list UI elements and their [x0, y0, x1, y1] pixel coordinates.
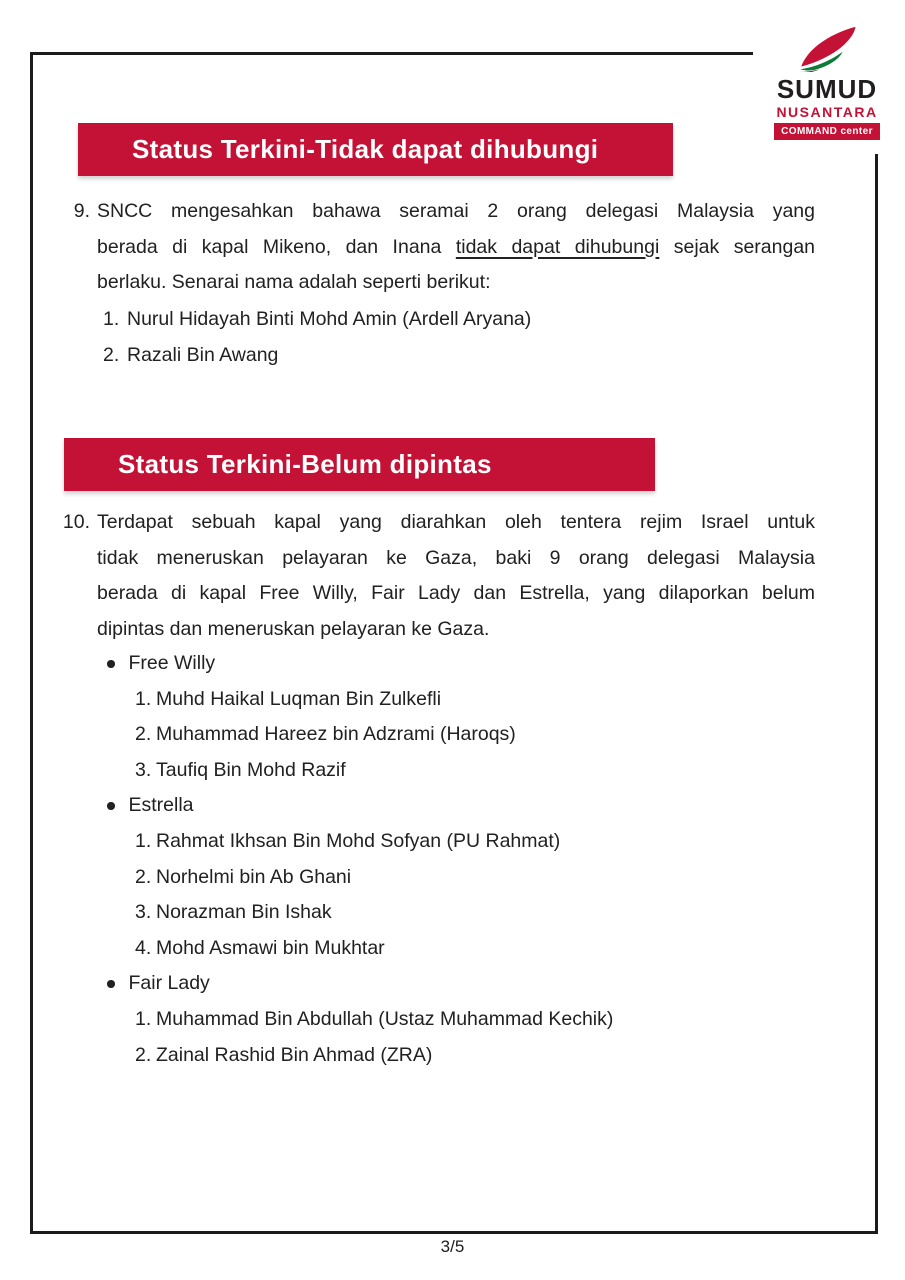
page-number: 3/5	[440, 1237, 465, 1256]
member-item	[135, 717, 613, 753]
section1-heading-banner: Status Terkini-Tidak dapat dihubungi	[78, 123, 673, 176]
logo-title: SUMUD	[776, 74, 878, 104]
ship-group	[107, 646, 613, 788]
member-item	[135, 682, 613, 718]
member-item	[135, 753, 613, 789]
logo-subtitle: NUSANTARA	[776, 103, 878, 120]
paragraph-9-line-1: SNCC mengesahkan bahawa seramai 2 orang delegasi Malaysia yang	[97, 200, 815, 222]
paragraph-10-line-3: berada di kapal Free Willy, Fair Lady dan Estrella, yang dilaporkan belum	[97, 582, 815, 604]
member-number: 1.	[135, 687, 152, 710]
paragraph-9	[60, 194, 816, 301]
delegate-name: Nurul Hidayah Binti Mohd Amin (Ardell Aryana)	[127, 308, 532, 330]
paragraph-10-number: 10.	[62, 511, 90, 533]
member-item	[135, 1038, 613, 1074]
member-name: Zainal Rashid Bin Ahmad (ZRA)	[156, 1043, 433, 1066]
member-number: 2.	[135, 865, 152, 888]
member-number: 1.	[135, 1007, 152, 1030]
ship-group	[107, 788, 613, 966]
member-item	[135, 824, 613, 860]
ship-header	[107, 966, 613, 1002]
member-name: Muhammad Hareez bin Adzrami (Haroqs)	[156, 723, 516, 746]
ship-name: Free Willy	[128, 652, 216, 674]
member-name: Taufiq Bin Mohd Razif	[156, 758, 346, 781]
delegate-list-item	[103, 338, 531, 374]
page-footer	[0, 1237, 905, 1257]
member-number: 1.	[135, 829, 152, 852]
bullet-icon	[107, 660, 115, 668]
delegate-name: Razali Bin Awang	[127, 343, 279, 366]
leaf-sail-icon	[794, 26, 860, 72]
paragraph-10-line-2: tidak meneruskan pelayaran ke Gaza, baki 9 orang delegasi Malaysia	[97, 546, 815, 569]
paragraph-9-text	[97, 194, 815, 301]
paragraph-9-line-3: berlaku. Senarai nama adalah seperti berikut:	[97, 271, 491, 293]
paragraph-9-line-2	[97, 230, 815, 266]
ship-members	[107, 682, 613, 789]
ship-header	[107, 788, 613, 824]
paragraph-10	[60, 505, 816, 647]
paragraph-10-line-1: Terdapat sebuah kapal yang diarahkan oleh tentera rejim Israel untuk	[97, 511, 815, 533]
unreachable-delegates-list	[103, 302, 531, 374]
member-name: Muhammad Bin Abdullah (Ustaz Muhammad Kechik)	[156, 1007, 614, 1030]
list-item-number: 2.	[103, 343, 120, 366]
member-item	[135, 895, 613, 931]
member-name: Norazman Bin Ishak	[156, 901, 332, 924]
ship-members	[107, 824, 613, 966]
delegate-list-item	[103, 302, 531, 338]
ship-members	[107, 1002, 613, 1073]
ship-name: Estrella	[128, 794, 194, 817]
sumud-nusantara-logo	[753, 0, 905, 154]
member-name: Norhelmi bin Ab Ghani	[156, 865, 352, 888]
underlined-phrase: tidak dapat dihubungi	[455, 235, 660, 258]
member-name: Rahmat Ikhsan Bin Mohd Sofyan (PU Rahmat)	[156, 829, 561, 852]
paragraph-10-text	[97, 505, 815, 647]
list-item-number: 1.	[103, 308, 120, 330]
member-item	[135, 1002, 613, 1038]
paragraph-9-number: 9.	[73, 200, 90, 222]
member-item	[135, 931, 613, 967]
line-2-suffix: sejak serangan	[659, 235, 816, 258]
ship-name: Fair Lady	[128, 972, 210, 995]
member-item	[135, 860, 613, 896]
ship-group	[107, 966, 613, 1073]
logo-badge: COMMAND center	[774, 123, 880, 140]
member-name: Muhd Haikal Luqman Bin Zulkefli	[156, 687, 442, 710]
ship-header	[107, 646, 613, 682]
bullet-icon	[107, 802, 115, 810]
paragraph-10-line-4: dipintas dan meneruskan pelayaran ke Gaza.	[97, 617, 490, 640]
member-number: 3.	[135, 901, 152, 924]
member-name: Mohd Asmawi bin Mukhtar	[156, 936, 385, 959]
section2-heading-banner: Status Terkini-Belum dipintas	[64, 438, 655, 491]
member-number: 2.	[135, 1043, 152, 1066]
ships-list	[107, 646, 613, 1073]
line-2-prefix: berada di kapal Mikeno, dan Inana	[97, 235, 456, 258]
member-number: 4.	[135, 936, 152, 959]
member-number: 3.	[135, 758, 152, 781]
member-number: 2.	[135, 723, 152, 746]
bullet-icon	[107, 980, 115, 988]
